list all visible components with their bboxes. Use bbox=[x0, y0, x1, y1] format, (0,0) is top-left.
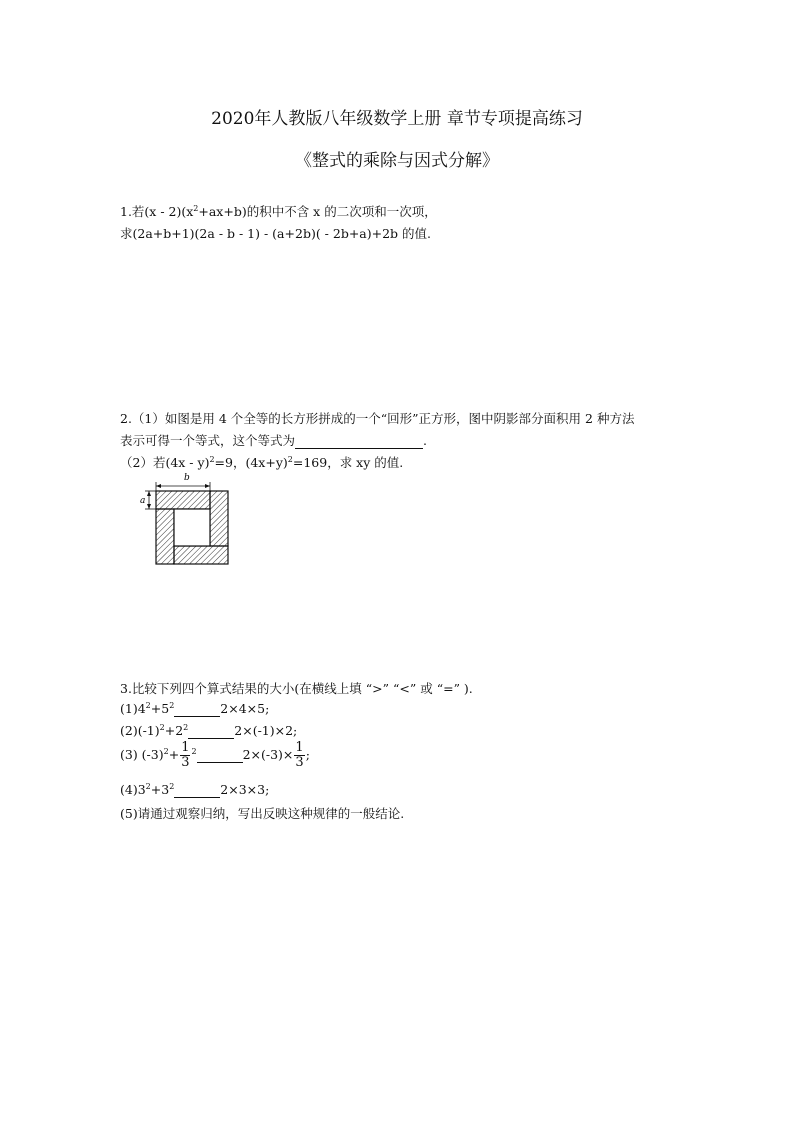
q2-line1: 2.（1）如图是用 4 个全等的长方形拼成的一个“回形”正方形，图中阴影部分面积用 2 种方法 bbox=[120, 411, 635, 426]
q1-line1: 1.若$(x - 2)(x^2+ax+b)$的积中不含 x 的二次项和一次项， bbox=[120, 203, 437, 219]
doc-title: 2020年人教版八年级数学上册 章节专项提高练习 bbox=[211, 109, 583, 129]
rect-bottom bbox=[174, 546, 228, 564]
arrow-up-icon bbox=[147, 491, 151, 496]
label-b: b bbox=[184, 473, 190, 483]
doc-subtitle: 《整式的乘除与因式分解》 bbox=[295, 151, 499, 171]
compare-blank-1[interactable] bbox=[174, 701, 220, 717]
inner-square bbox=[174, 509, 210, 546]
q3-item1: $(1)4^2+5^2$ 2×4×5; bbox=[120, 700, 270, 716]
q3-item3: (3) $(-3)^2+$ $\frac{1}{3}$ $^2$ 2×(-3)× $\frac{1}{3}$ ; bbox=[120, 740, 310, 770]
fraction-one-third: $\frac{1}{3}$ bbox=[181, 740, 190, 770]
answer-blank[interactable] bbox=[295, 433, 423, 449]
q1-line2: 求(2a+b+1)(2a - b - 1) - (a+2b)( - 2b+a)+2b 的值. bbox=[120, 226, 431, 241]
rect-right bbox=[210, 491, 228, 546]
arrow-right-icon bbox=[205, 484, 210, 488]
label-a: a bbox=[140, 496, 146, 506]
q3-item4: $(4)3^2+3^2$ 2×3×3; bbox=[120, 781, 270, 797]
rect-top bbox=[156, 491, 210, 509]
q2-line2: 表示可得一个等式，这个等式为 . bbox=[120, 433, 427, 448]
hollow-square-figure bbox=[136, 470, 236, 570]
q2-line3: （2）若(4x - y)$^2$=9，$(4x+y)^2=169$，求 xy 的值. bbox=[120, 454, 404, 470]
compare-blank-2[interactable] bbox=[188, 723, 234, 739]
q3-item2: $(2)(-1)^2+2^2$ 2×(-1)×2; bbox=[120, 722, 298, 738]
fraction-one-third-2: $\frac{1}{3}$ bbox=[295, 740, 304, 770]
compare-blank-4[interactable] bbox=[174, 782, 220, 798]
arrow-left-icon bbox=[156, 484, 161, 488]
compare-blank-3[interactable] bbox=[197, 747, 243, 763]
rect-left bbox=[156, 509, 174, 564]
q3-intro: 3.比较下列四个算式结果的大小(在横线上填 “>” “<” 或 “=” ). bbox=[120, 681, 473, 696]
q3-item5: (5)请通过观察归纳，写出反映这种规律的一般结论. bbox=[120, 806, 405, 821]
arrow-down-icon bbox=[147, 504, 151, 509]
